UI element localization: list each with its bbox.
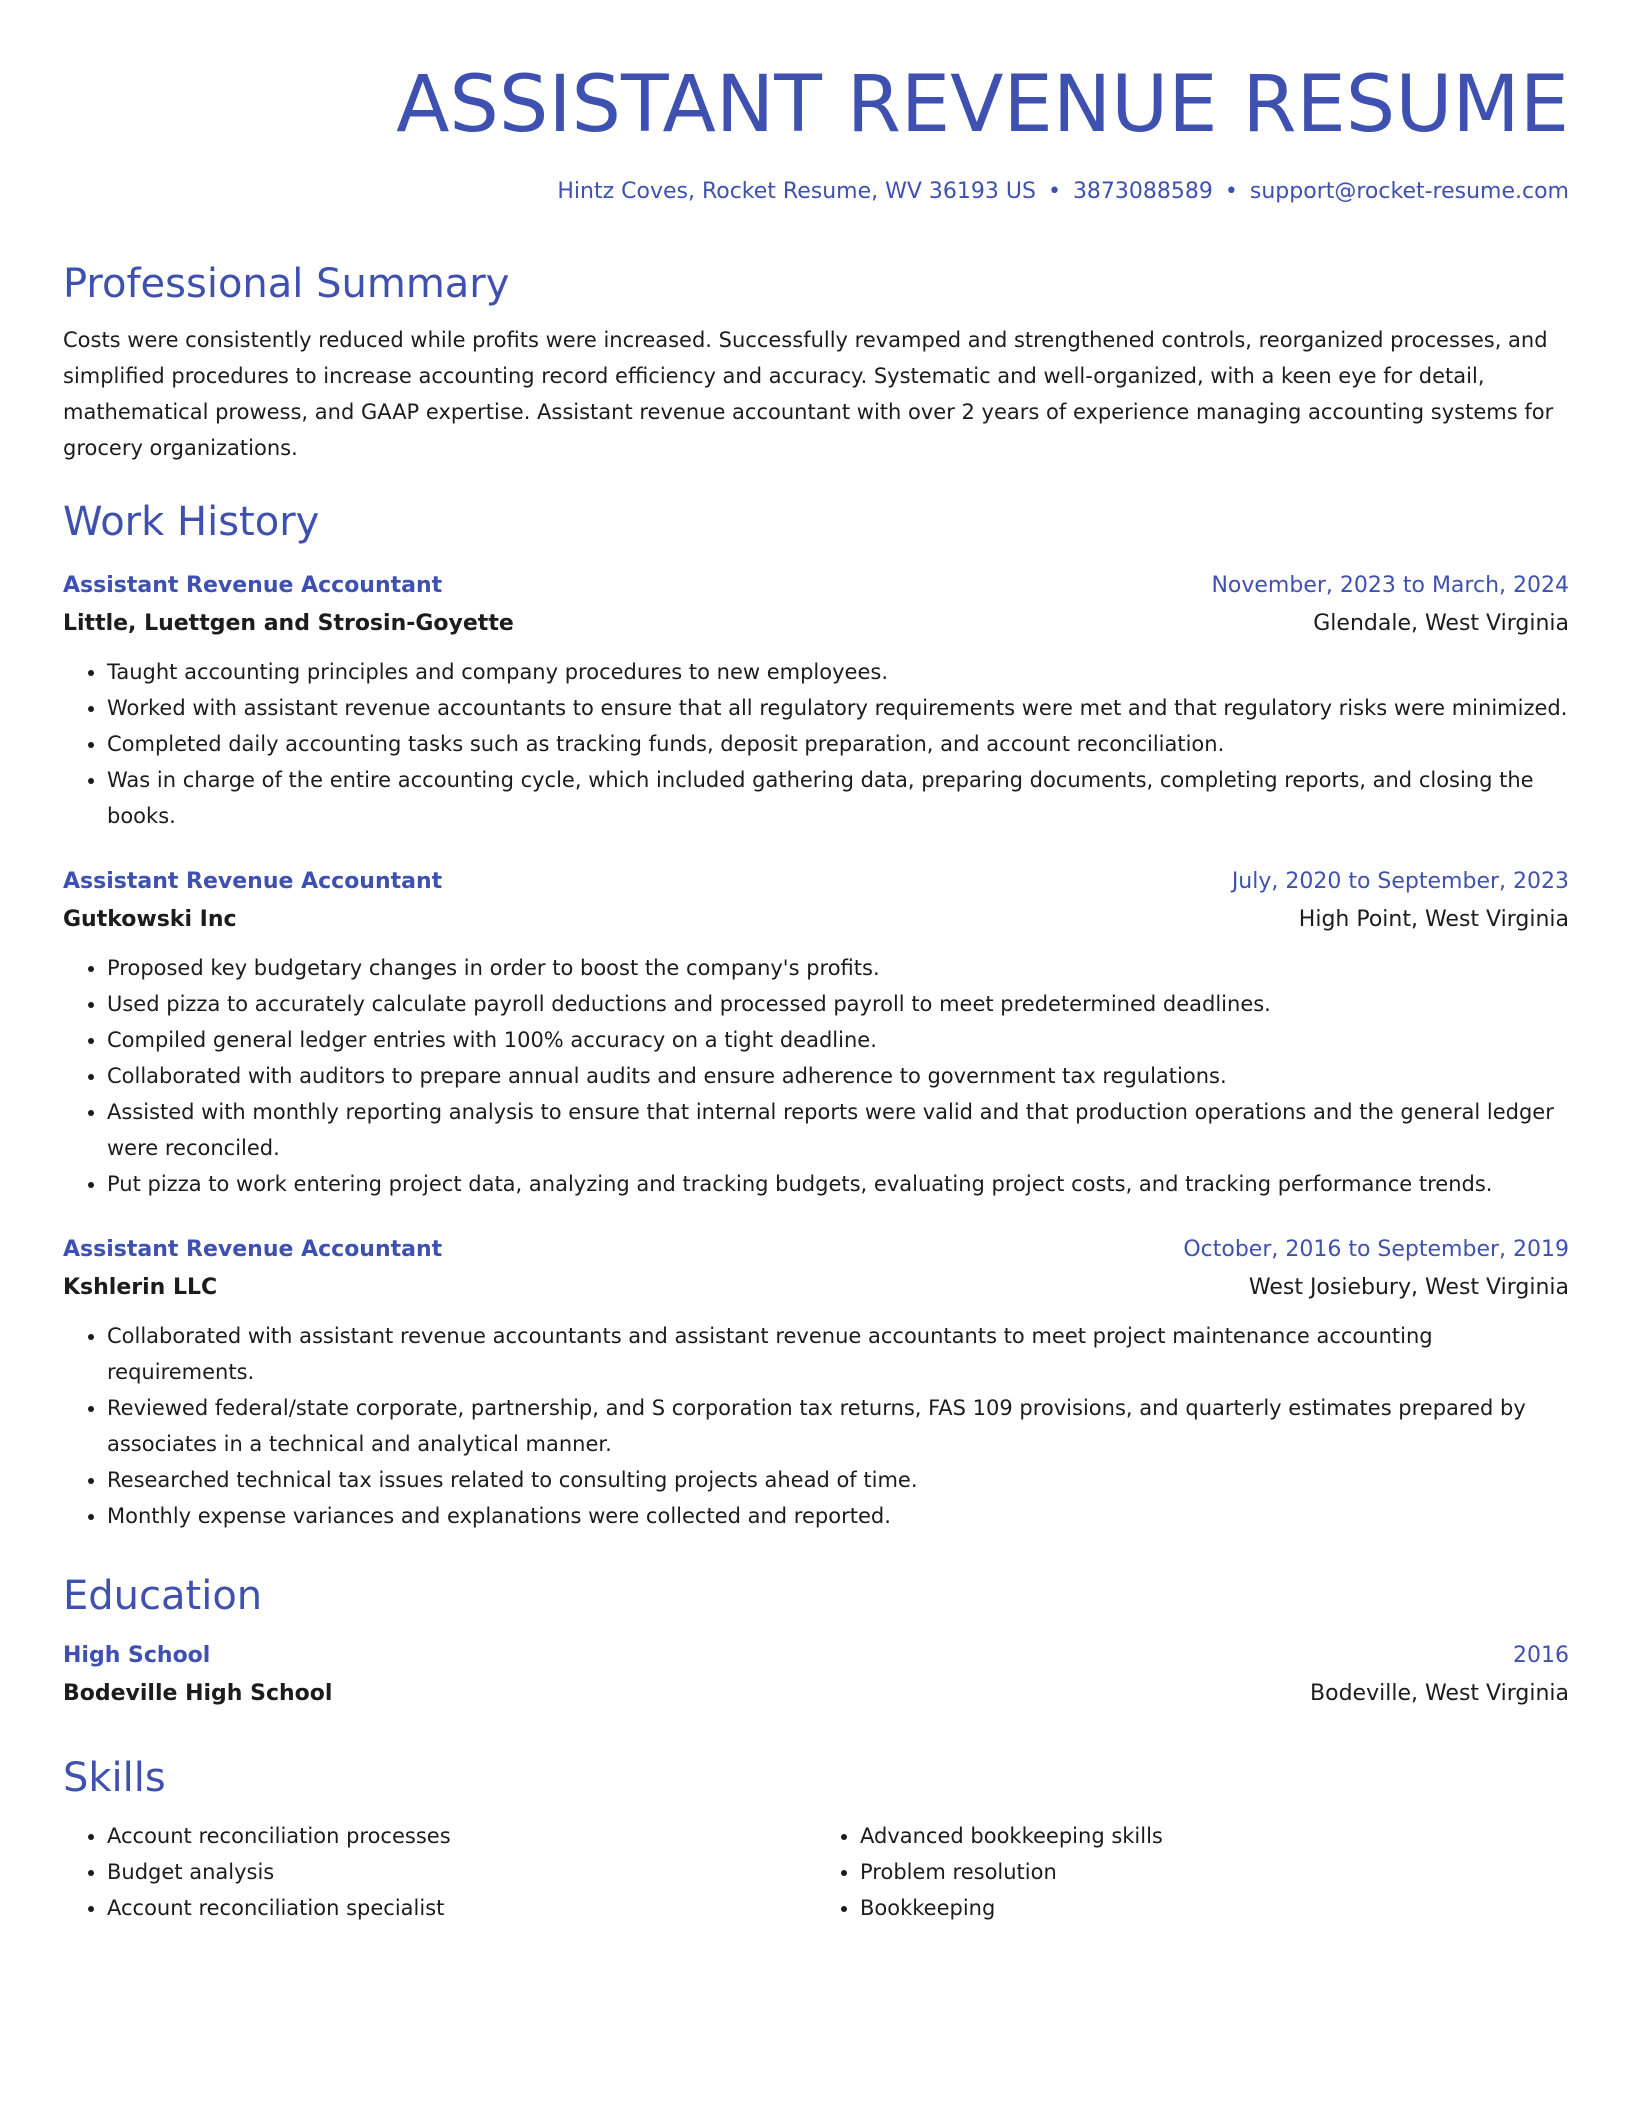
contact-line [63, 176, 1569, 208]
job-bullets [63, 950, 1569, 1202]
education-school: Bodeville High School [63, 1681, 333, 1706]
job-header-row [63, 568, 1569, 604]
job-bullet: • Was in charge of the entire accounting cycle, which included gathering data, preparing documents, completing reports, and closing the books. [107, 762, 1569, 834]
job-bullet: • Proposed key budgetary changes in order to boost the company's profits. [107, 950, 1569, 986]
job-company: Little, Luettgen and Strosin-Goyette [63, 611, 514, 636]
education-location: Bodeville, West Virginia [1310, 1681, 1569, 1706]
education-entry [63, 1638, 1569, 1714]
job-company-row [63, 1268, 1569, 1308]
job-entry [63, 1232, 1569, 1534]
job-company: Kshlerin LLC [63, 1275, 218, 1300]
skills-column-left [63, 1818, 816, 1926]
job-title: Assistant Revenue Accountant [63, 869, 443, 894]
skills-heading: Skills [63, 1755, 166, 1801]
contact-phone: 3873088589 [1072, 179, 1213, 204]
job-bullet: • Reviewed federal/state corporate, partnership, and S corporation tax returns, FAS 109 provisions, and quarterly estimates prepared by associates in a technical and analytical manner. [107, 1390, 1569, 1462]
resume-title: ASSISTANT REVENUE RESUME [396, 60, 1569, 150]
job-title: Assistant Revenue Accountant [63, 1237, 443, 1262]
contact-address: Hintz Coves, Rocket Resume, WV 36193 US [557, 179, 1036, 204]
education-header-row [63, 1638, 1569, 1674]
job-bullet: • Monthly expense variances and explanations were collected and reported. [107, 1498, 1569, 1534]
job-location: Glendale, West Virginia [1313, 611, 1569, 636]
job-location: West Josiebury, West Virginia [1248, 1275, 1569, 1300]
skills-list [63, 1818, 1569, 1926]
skills-column-right [816, 1818, 1569, 1926]
job-bullet: • Compiled general ledger entries with 100% accuracy on a tight deadline. [107, 1022, 1569, 1058]
job-bullets [63, 654, 1569, 834]
job-bullet: • Put pizza to work entering project data, analyzing and tracking budgets, evaluating project costs, and tracking performance trends. [107, 1166, 1569, 1202]
job-entry [63, 864, 1569, 1202]
job-location: High Point, West Virginia [1298, 907, 1569, 932]
job-company-row [63, 900, 1569, 940]
education-year: 2016 [1513, 1643, 1569, 1668]
job-entry [63, 568, 1569, 834]
education-heading: Education [63, 1573, 263, 1619]
job-bullet: • Completed daily accounting tasks such as tracking funds, deposit preparation, and account reconciliation. [107, 726, 1569, 762]
skill-item: • Problem resolution [860, 1854, 1569, 1890]
job-dates: July, 2020 to September, 2023 [1231, 869, 1569, 894]
skill-item: • Advanced bookkeeping skills [860, 1818, 1569, 1854]
job-bullet: • Used pizza to accurately calculate payroll deductions and processed payroll to meet predetermined deadlines. [107, 986, 1569, 1022]
contact-separator: • [1224, 179, 1238, 204]
job-bullet: • Researched technical tax issues related to consulting projects ahead of time. [107, 1462, 1569, 1498]
job-dates: October, 2016 to September, 2019 [1183, 1237, 1569, 1262]
contact-separator: • [1047, 179, 1061, 204]
work-history-heading: Work History [63, 499, 320, 545]
skill-item: • Budget analysis [107, 1854, 816, 1890]
job-company: Gutkowski Inc [63, 907, 237, 932]
job-bullets [63, 1318, 1569, 1534]
job-header-row [63, 1232, 1569, 1268]
job-bullet: • Assisted with monthly reporting analysis to ensure that internal reports were valid and that production operations and the general ledger were reconciled. [107, 1094, 1569, 1166]
education-degree: High School [63, 1643, 211, 1668]
contact-email: support@rocket-resume.com [1249, 179, 1569, 204]
job-bullet: • Taught accounting principles and company procedures to new employees. [107, 654, 1569, 690]
skill-item: • Bookkeeping [860, 1890, 1569, 1926]
job-bullet: • Collaborated with assistant revenue accountants and assistant revenue accountants to meet project maintenance accounting requirements. [107, 1318, 1569, 1390]
job-title: Assistant Revenue Accountant [63, 573, 443, 598]
skill-item: • Account reconciliation processes [107, 1818, 816, 1854]
summary-text: Costs were consistently reduced while profits were increased. Successfully revamped and strengthened controls, reorganized processes, and simplified procedures to increase accounting record efficiency and accuracy. Systematic and well-organized, with a keen eye for detail, mathematical prowess, and GAAP expertise. Assistant revenue accountant with over 2 years of experience managing accounting systems for grocery organizations. [63, 328, 1554, 460]
summary-heading: Professional Summary [63, 261, 510, 307]
job-bullet: • Collaborated with auditors to prepare annual audits and ensure adherence to government tax regulations. [107, 1058, 1569, 1094]
job-header-row [63, 864, 1569, 900]
education-school-row [63, 1674, 1569, 1714]
job-dates: November, 2023 to March, 2024 [1211, 573, 1569, 598]
skill-item: • Account reconciliation specialist [107, 1890, 816, 1926]
job-bullet: • Worked with assistant revenue accountants to ensure that all regulatory requirements were met and that regulatory risks were minimized. [107, 690, 1569, 726]
job-company-row [63, 604, 1569, 644]
